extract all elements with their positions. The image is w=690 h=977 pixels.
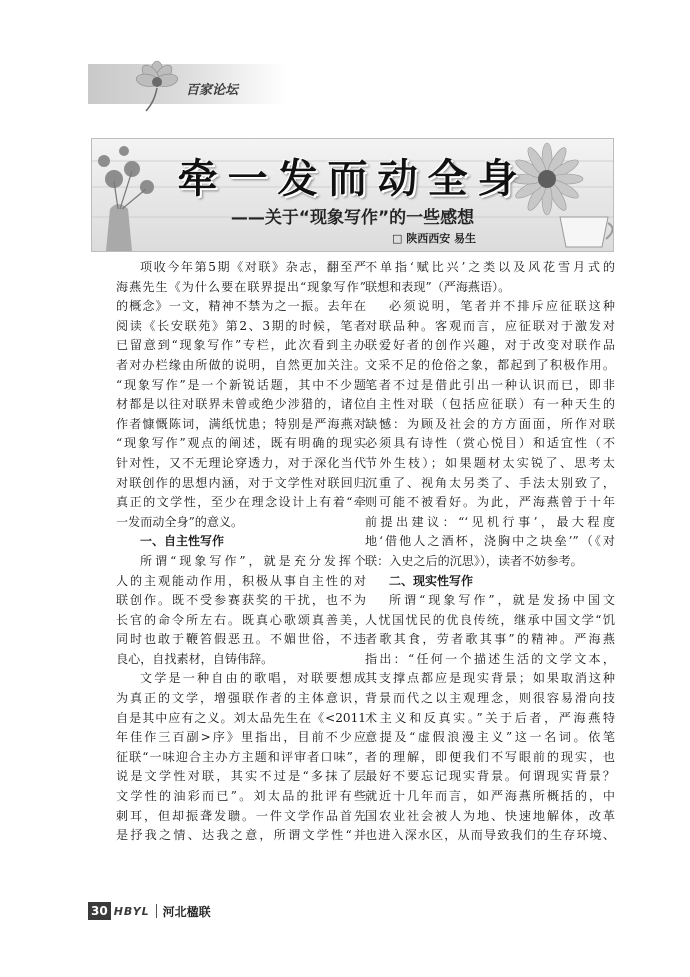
paragraph-line: 必须说明，笔者并不排斥应征联这种 — [389, 299, 615, 314]
page-footer — [88, 901, 211, 921]
paragraph-line: “现象写作”观点的阐述，既有明确的现实 — [116, 436, 366, 451]
paragraph-line: 阅读《长安联苑》第2、3期的时候，笔者 — [116, 318, 366, 333]
right-column — [365, 258, 615, 846]
section-heading: 二、现实性写作 — [389, 573, 474, 588]
paragraph-line: 自主性对联（包括应征联）有一种天生的 — [365, 397, 615, 412]
paragraph-line: 联爱好者的创作兴趣，对于改变对联作品 — [365, 338, 615, 353]
paragraph-line: 征联“一味迎合主办方主题和评审者口味”， — [116, 749, 366, 764]
paragraph-line: 笔者不过是借此引出一种认识而已，即非 — [365, 377, 615, 392]
paragraph-line: 不单指‘赋比兴’之类以及风花雪月式的 — [365, 260, 615, 274]
paragraph-line: 指出：“任何一个描述生活的文学文本， — [365, 651, 615, 666]
paragraph-line: 意提及“虚假浪漫主义”这一名词。依笔 — [365, 730, 615, 745]
paragraph-line: 前提出建议：“‘见机行事’，最大程度 — [365, 514, 615, 529]
paragraph-line: 文学是一种自由的歌唱，对联要想成 — [140, 671, 366, 686]
paragraph-line: 地‘借他人之酒杯，浇胸中之块垒’”（《对 — [365, 534, 615, 549]
paragraph-line: 的概念》一文，精神不禁为之一振。去年在 — [116, 299, 366, 314]
paragraph-line: 同时也敢于鞭笞假恶丑。不媚世俗，不违 — [116, 632, 366, 647]
section-heading: 一、自主性写作 — [140, 534, 225, 549]
flower-decoration-icon — [122, 58, 192, 112]
paragraph-line: 良心，自找素材，自铸伟辞。 — [116, 651, 274, 666]
paragraph-line: 背景而代之以主观理念，则很容易滑向技 — [365, 691, 615, 706]
paragraph-line: 是抒我之情、达我之意，所谓文学性“并 — [116, 828, 366, 843]
paragraph-line: 最好不要忘记现实背景。何谓现实背景？ — [365, 769, 615, 784]
article-subtitle: ——关于“现象写作”的一些感想 — [230, 208, 475, 228]
paragraph-line: 沉重了、视角太另类了、手法太别致了， — [365, 475, 615, 490]
paragraph-line: 术主义和反真实。”关于后者，严海燕特 — [365, 710, 615, 725]
paragraph-line: 刺耳，但却振聋发聩。一件文学作品首先 — [116, 808, 366, 823]
paragraph-line: 联创作。既不受参赛获奖的干扰，也不为 — [116, 593, 366, 608]
paragraph-line: 已留意到“现象写作”专栏，此次看到主办 — [116, 338, 366, 353]
magazine-code: HBYL — [113, 904, 150, 918]
paragraph-line: 联：入史之后的沉思》），读者不妨参考。 — [365, 553, 583, 568]
paragraph-line: 作者慷慨陈词，满纸忧患；特别是严海燕对 — [116, 416, 366, 431]
paragraph-line: 年佳作三百副>序》里指出，目前不少应 — [116, 730, 366, 745]
paragraph-line: 缺憾：为顾及社会的方方面面，所作对联 — [365, 416, 615, 431]
paragraph-line: 必须具有诗性（赏心悦目）和适宜性（不 — [365, 436, 615, 451]
page-number: 30 — [88, 902, 111, 920]
article-title: 牵一发而动全身 — [177, 156, 528, 202]
left-column — [116, 258, 366, 846]
paragraph-line: 自是其中应有之义。刘太品先生在《<2011 — [116, 710, 366, 725]
paragraph-line: 文学性的油彩而已”。刘太品的批评有些 — [116, 789, 366, 804]
paragraph-line: 其支撑点都应是现实背景；如果取消这种 — [365, 671, 615, 686]
magazine-name: 河北楹联 — [162, 904, 211, 919]
paragraph-line: 联想和表现”（严海燕语）。 — [365, 279, 511, 294]
paragraph-line: “现象写作”是一个新锐话题，其中不少题 — [116, 377, 366, 392]
article-banner — [91, 138, 614, 252]
paragraph-line: 国农业社会被人为地、快速地解体，改革 — [365, 808, 615, 823]
paragraph-line: 则可能不被看好。为此，严海燕曾于十年 — [365, 495, 615, 510]
footer-divider — [156, 904, 157, 918]
paragraph-line: 海燕先生《为什么要在联界提出“现象写作” — [116, 279, 366, 294]
paragraph-line: 节外生枝）；如果题材太实锐了、思考太 — [365, 455, 615, 470]
section-title: 百家论坛 — [186, 83, 239, 98]
paragraph-line: 所谓“现象写作”，就是充分发挥个 — [140, 553, 366, 568]
paragraph-line: 材都是以往对联界未曾或绝少涉猎的，诸位 — [116, 397, 366, 412]
paragraph-line: 对联创作的思想内涵，对于文学性对联回归 — [116, 475, 366, 490]
paragraph-line: 为真正的文学，增强联作者的主体意识， — [116, 691, 366, 706]
paragraph-line: 文采不足的伧俗之象，都起到了积极作用。 — [365, 357, 615, 372]
paragraph-line: 所谓“现象写作”，就是发扬中国文 — [389, 593, 615, 608]
paragraph-line: 也进入深水区，从而导致我们的生存环境、 — [365, 828, 615, 843]
paragraph-line: 说是文学性对联，其实不过是“多抹了层 — [116, 769, 366, 784]
paragraph-line: 人忧国忧民的优良传统，继承中国文学“饥 — [365, 612, 615, 627]
paragraph-line: 者对办栏缘由所做的说明，自然更加关注。 — [116, 357, 366, 372]
paragraph-line: 项收今年第5期《对联》杂志，翻至严 — [140, 260, 366, 274]
paragraph-line: 一发而动全身”的意义。 — [116, 514, 244, 529]
paragraph-line: 人的主观能动作用，积极从事自主性的对 — [116, 573, 366, 588]
paragraph-line: 者歌其食，劳者歌其事”的精神。严海燕 — [365, 632, 615, 647]
paragraph-line: 长官的命令所左右。既真心歌颂真善美， — [116, 612, 366, 627]
paragraph-line: 者的理解，即便我们不写眼前的现实，也 — [365, 749, 615, 764]
paragraph-line: 针对性，又不无理论穿透力，对于深化当代 — [116, 455, 366, 470]
paragraph-line: 就近十几年而言，如严海燕所概括的，中 — [365, 789, 615, 804]
paragraph-line: 对联品种。客观而言，应征联对于激发对 — [365, 318, 615, 333]
author-byline: □ 陕西西安 易生 — [392, 232, 477, 245]
paragraph-line: 真正的文学性，至少在理念设计上有着“牵 — [116, 495, 366, 510]
